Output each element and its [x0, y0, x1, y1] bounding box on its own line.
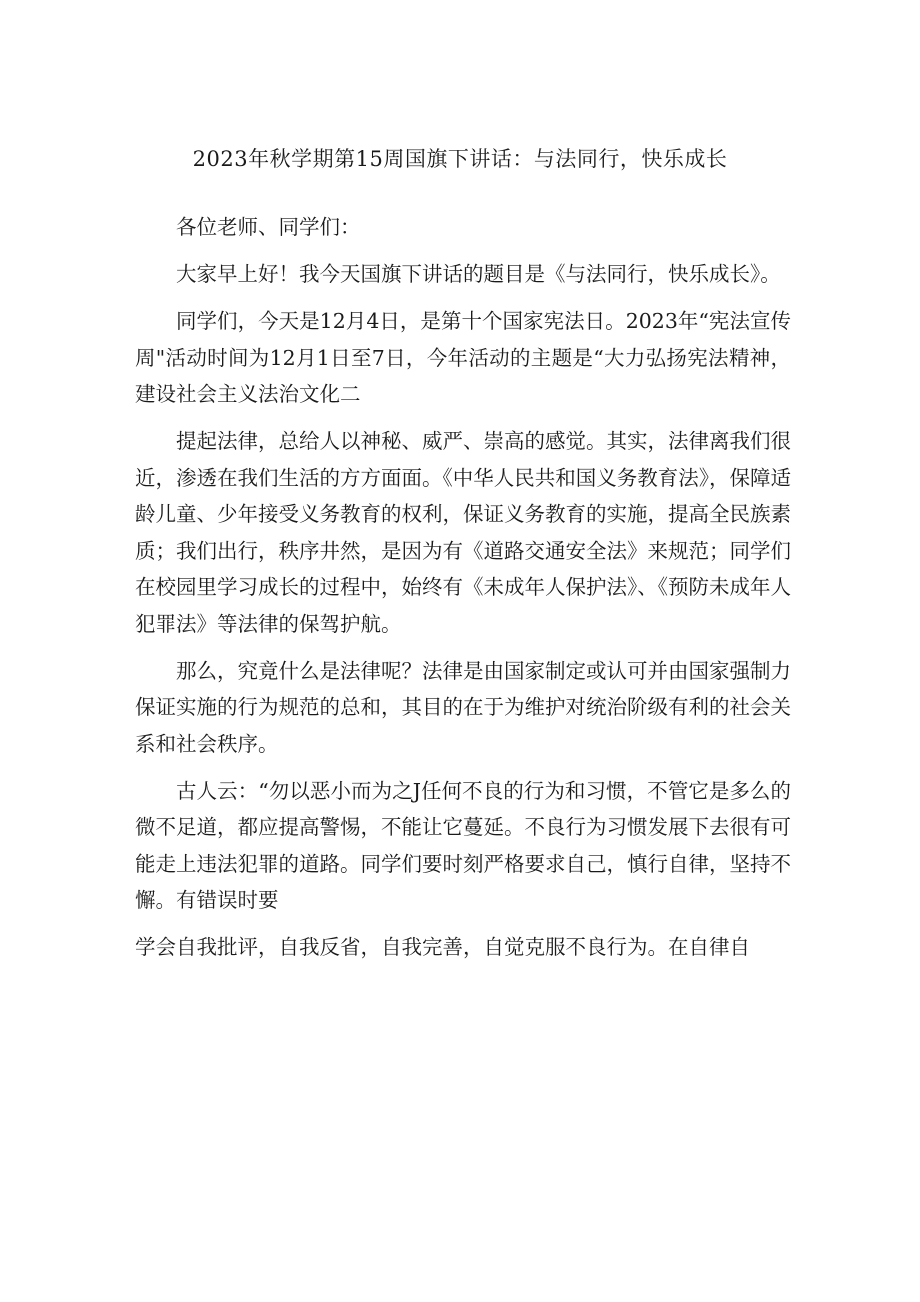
document-body: [135, 209, 791, 976]
paragraph-law-nearby: 提起法律，总给人以神秘、威严、崇高的感觉。其实，法律离我们很近，渗透在我们生活的方方面面。《中华人民共和国义务教育法》，保障适龄儿童、少年接受义务教育的权利，保证义务教育的实施，提高全民族素质；我们出行，秩序井然，是因为有《道路交通安全法》来规范；同学们在校园里学习成长的过程中，始终有《未成年人保护法》、《预防未成年人犯罪法》等法律的保驾护航。: [135, 429, 791, 636]
paragraph-greeting: 各位老师、同学们：: [176, 215, 361, 239]
paragraph-self-discipline: 学会自我批评，自我反省，自我完善，自觉克服不良行为。在自律自: [135, 935, 750, 959]
paragraph-constitution-day: 同学们，今天是12月4日，是第十个国家宪法日。2023年“宪法宣传周"活动时间为12月1日至7日，今年活动的主题是“大力弘扬宪法精神，建设社会主义法治文化二: [135, 309, 791, 406]
paragraph-ancient-saying: 古人云：“勿以恶小而为之J任何不良的行为和习惯，不管它是多么的微不足道，都应提高警惕，不能让它蔓延。不良行为习惯发展下去很有可能走上违法犯罪的道路。同学们要时刻严格要求自己，慎行自律，坚持不懈。有错误时要: [135, 778, 791, 912]
document-title: 2023年秋学期第15周国旗下讲话：与法同行，快乐成长: [192, 147, 728, 171]
paragraph-what-is-law: 那么，究竟什么是法律呢？法律是由国家制定或认可并由国家强制力保证实施的行为规范的总和，其目的在于为维护对统治阶级有利的社会关系和社会秩序。: [135, 658, 791, 756]
paragraph-intro: 大家早上好！我今天国旗下讲话的题目是《与法同行，快乐成长》。: [176, 262, 781, 286]
